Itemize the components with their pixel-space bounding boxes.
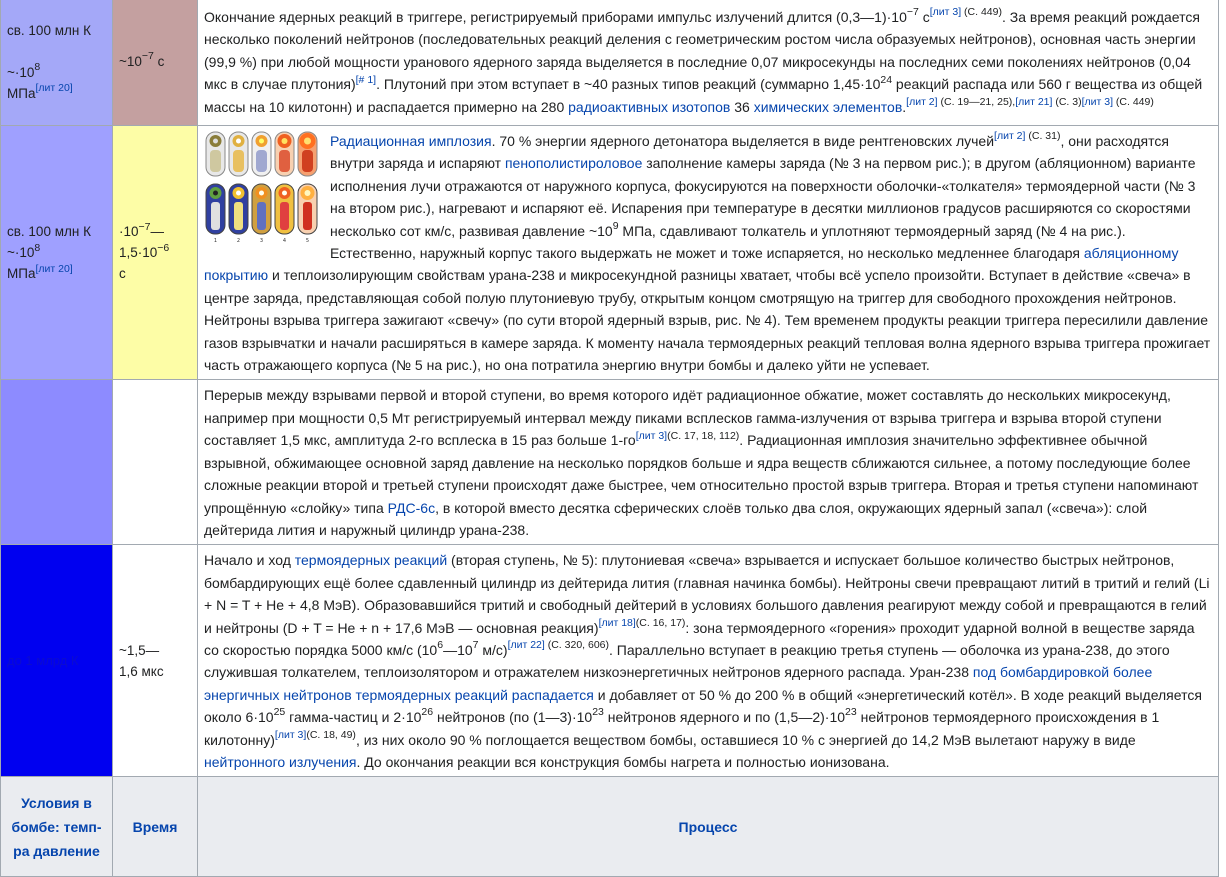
page-ref: (С. 449)	[961, 6, 1002, 19]
time-base: ·10	[119, 224, 139, 240]
ref-link[interactable]: [лит 3]	[274, 728, 307, 741]
process-cell	[198, 0, 1219, 126]
process-text: , они расходятся внутри заряда и испаряют	[330, 133, 1169, 172]
implosion-diagram	[204, 130, 320, 244]
process-text: : зона термоядерного «горения» проходит ударной волной в веществе заряда со скоростью порядка 5000 км/с (10	[204, 619, 1195, 658]
time-text: ~1,5—	[119, 642, 160, 658]
pressure-base: ~·10	[7, 245, 35, 261]
process-text: м/с)	[478, 641, 508, 658]
header-process[interactable]: Процесс	[198, 777, 1219, 877]
process-text: Перерыв между взрывами первой и второй ступени, во время которого идёт радиационное обжатие, может составлять до нескольких микросекунд, например при мощности 0,5 Мт регистрируемый интервал между пиками всплесков гамма-излучения от взрыва триггера и взрыва второй ступени составляет 1,5 мкс, амплитуда 2-го всплеска в 15 раз больше 1-го	[204, 387, 1171, 449]
pressure-unit: МПа	[7, 85, 36, 101]
pressure-exp: 8	[34, 60, 41, 73]
time-base: ~10	[119, 54, 142, 69]
pressure-base: ~·10	[7, 64, 35, 80]
link-thermonuclear-reactions[interactable]: термоядерных реакций	[294, 552, 448, 569]
time-base: 1,5·10	[119, 245, 158, 261]
figure-label: 4	[282, 238, 287, 244]
process-text: (вторая ступень, № 5): плутониевая «свеча» взрывается и испускает большое количество быстрых нейтронов, бомбардирующих ещё более сдавленный цилиндр из дейтерида лития (главная начинка бомбы). Нейтроны свечи превращают литий в тритий и гелий (Li + N = T + He + 4,8 МэВ). Образовавшийся тритий и свободный дейтерий в условиях большого давления реагируют между собой и превращаются в гелий и нейтроны (D + T = He + n + 17,6 МэВ — основная реакция)	[204, 552, 1210, 636]
superscript: 23	[592, 706, 604, 719]
link-polystyrene-foam[interactable]: пенополистироловое	[504, 155, 643, 172]
process-text: заполнение камеры заряда (№ 3 на первом рис.); в другом (абляционном) варианте исполнения лучи отражаются от наружного корпуса, фокусируются на поверхности оболочки-«толкателя» термоядерной части (№ 3 на втором рис.), нагревают и испаряют её. Испарения при температуре в десятки миллионов градусов расширяются со скоростями несколько сот км/с, развивая давление ~10	[330, 155, 1196, 239]
figure-label: 3	[259, 238, 264, 244]
time-cell	[113, 126, 198, 380]
process-text: 36	[730, 98, 754, 115]
superscript: 9	[612, 219, 619, 232]
ref-link[interactable]: [лит 18]	[598, 616, 636, 629]
figure-label: 5	[305, 238, 310, 244]
time-cell	[113, 380, 198, 545]
ref-link[interactable]: [лит 21]	[1015, 95, 1053, 108]
pressure-exp: 8	[34, 241, 41, 254]
link-neutron-radiation[interactable]: нейтронного излучения	[204, 753, 357, 770]
figure-label: 2	[236, 238, 241, 244]
figure-number-labels	[214, 238, 309, 244]
ref-link[interactable]: [лит 20]	[35, 262, 73, 275]
time-exp: −6	[157, 241, 170, 254]
pressure-unit: МПа	[7, 266, 36, 282]
ref-link[interactable]: [лит 3]	[1081, 95, 1114, 108]
page-ref: (С. 17, 18, 112)	[667, 429, 740, 442]
page-ref: (С. 16, 17)	[635, 616, 686, 629]
process-cell	[198, 126, 1219, 380]
conditions-cell	[1, 0, 113, 126]
page-ref: (С. 449)	[1113, 95, 1154, 108]
header-time[interactable]: Время	[113, 777, 198, 877]
conditions-cell	[1, 380, 113, 545]
process-text: гамма-частиц и 2·10	[285, 709, 422, 726]
process-text: и добавляет от 50 % до 200 % в общий «энергетический котёл». В ходе реакций выделяется около 6·10	[204, 686, 1202, 726]
temperature-text: св. 100 млн К	[7, 22, 91, 38]
link-chemical-elements[interactable]: химических элементов	[753, 98, 903, 115]
page-ref: (С. 19—21, 25),	[937, 95, 1016, 108]
time-cell	[113, 0, 198, 126]
table-row	[1, 0, 1219, 126]
process-text: . 70 % энергии ядерного детонатора выделяется в виде рентгеновских лучей	[491, 133, 995, 149]
temperature-text: до 1 млрд К	[7, 653, 79, 669]
process-text: , из них около 90 % поглощается веществом бомбы, оставшиеся 10 % с энергией до 14,2 МэВ вылетают наружу в виде	[355, 731, 1136, 748]
link-ablation-coating[interactable]: абляционному покрытию	[204, 245, 1179, 284]
process-text: . Плутоний при этом вступает в ~40 разных типов реакций (суммарно 1,45·10	[376, 76, 881, 93]
time-exp: −7	[138, 220, 151, 233]
link-radioactive-isotopes[interactable]: радиоактивных изотопов	[568, 98, 731, 115]
link-uranium-fission[interactable]: под бомбардировкой более энергичных нейтронов термоядерных реакций распадается	[204, 664, 1153, 703]
process-text: . За время реакций рождается несколько поколений нейтронов (последовательных реакций деления с геометрическим ростом числа образуемых нейтронов), основная часть энергии (99,9 %) при любой мощности уранового ядерного заряда выделяется в последние 0,07 микросекунды на последних семи поколениях нейтронов (0,04 мкс в случае плутония)	[204, 8, 1200, 93]
process-text: . Радиационная имплозия значительно эффективнее обычной взрывной, обжимающее основной заряд давление на несколько порядков больше и ядра веществ сближаются сильнее, а потому последующие более сложные реакции второй и третьей ступени происходят даже быстрее, чем относительно простой взрыв триггера. Вторая и третья ступени напоминают упрощённую «слойку» типа	[204, 432, 1199, 516]
time-unit: с	[119, 266, 126, 282]
process-text: с	[918, 8, 930, 25]
superscript: 25	[273, 706, 286, 719]
page-ref: (С. 18, 49)	[306, 728, 356, 741]
link-rds-6s[interactable]: РДС-6с	[387, 499, 436, 516]
ref-link[interactable]: [лит 2]	[994, 130, 1026, 143]
process-text: , в которой вместо десятка сферических слоёв только два слоя, окружающих ядерный запал («свеча»): слой дейтерида лития и наружный цилиндр урана-238.	[204, 499, 1148, 538]
conditions-cell	[1, 126, 113, 380]
ref-link[interactable]: [лит 22]	[507, 639, 545, 652]
process-text: нейтронов ядерного и по (1,5—2)·10	[603, 709, 846, 726]
time-text: 1,6 мкс	[119, 663, 164, 679]
temperature-text: св. 100 млн К	[7, 224, 91, 240]
process-text: нейтронов термоядерного происхождения в 1 килотонну)	[204, 709, 1160, 748]
page-ref: (С. 320, 606)	[544, 639, 610, 652]
process-cell	[198, 380, 1219, 545]
top-capsules	[206, 132, 317, 176]
superscript: −7	[906, 6, 919, 19]
time-unit: с	[153, 54, 165, 69]
process-text: нейтронов (по (1—3)·10	[433, 709, 593, 726]
superscript: 24	[880, 73, 893, 86]
time-dash: —	[150, 224, 164, 240]
time-exp: −7	[141, 50, 154, 63]
conditions-cell	[1, 545, 113, 777]
process-text: —10	[443, 641, 473, 658]
process-text: Начало и ход	[204, 552, 295, 569]
table-row	[1, 380, 1219, 545]
page-ref: (С. 3)	[1052, 95, 1082, 108]
process-text: реакций распада или 560 г вещества из общей массы на 10 килотонн) и распадается примерно на 280	[204, 76, 1203, 115]
header-conditions[interactable]: Условия в бомбе: темп-ра давление	[1, 777, 113, 877]
process-text: Окончание ядерных реакций в триггере, регистрируемый приборами импульс излучений длится (0,3—1)·10	[204, 8, 907, 25]
link-radiation-implosion[interactable]: Радиационная имплозия	[330, 133, 492, 149]
superscript: 26	[421, 706, 434, 719]
figure-label: 1	[213, 238, 218, 244]
time-cell	[113, 545, 198, 777]
process-text: МПа, сдавливают толкатель и уплотняют термоядерный заряд (№ 4 на рис.). Естественно, наружный корпус такого выдержать не может и тоже испаряется, но несколько медленнее благодаря	[330, 222, 1126, 262]
bottom-capsules	[206, 184, 317, 234]
superscript: 23	[845, 706, 857, 719]
table-header-row	[1, 777, 1219, 877]
page-ref: (С. 31)	[1025, 130, 1061, 143]
note-link[interactable]: [# 1]	[355, 73, 377, 86]
process-text: . Параллельно вступает в реакцию третья ступень — оболочка из урана-238, до этого служившая толкателем, теплоизолятором и отражателем низкоэнергетичных нейтронов ядерного распада. Уран-238	[204, 641, 1170, 681]
implosion-diagram-image[interactable]	[204, 130, 320, 244]
table-row	[1, 126, 1219, 380]
ref-link[interactable]: [лит 20]	[35, 81, 73, 94]
process-text: . До окончания реакции вся конструкция бомбы нагрета и полностью ионизована.	[356, 753, 890, 770]
superscript: 6	[437, 639, 444, 652]
ref-link[interactable]: [лит 3]	[635, 429, 668, 442]
table-row	[1, 545, 1219, 777]
superscript: 7	[472, 639, 479, 652]
process-text: и теплоизолирующим свойствам урана-238 и микросекундной разницы хватает, чтобы всё успело произойти. Вступает в действие «свеча» в центре заряда, представляющая собой полую плутониевую трубу, открытым концом смотрящую на триггер для свободного прохождения нейтронов. Нейтроны взрыва триггера зажигают «свечу» (по сути второй ядерный взрыв, рис. № 4). Тем временем продукты реакции триггера пересилили давление газов взрывчатки и начали расширяться в камере заряда. К моменту начала термоядерных реакций тепловая волна ядерного взрыва триггера прожигает часть отражающего корпуса (№ 5 на рис.), но она потратила энергию внутри бомбы и далеко уйти не успевает.	[204, 267, 1211, 374]
ref-link[interactable]: [лит 3]	[929, 6, 962, 19]
process-cell	[198, 545, 1219, 777]
process-text: .	[902, 98, 907, 115]
ref-link[interactable]: [лит 2]	[906, 95, 938, 108]
